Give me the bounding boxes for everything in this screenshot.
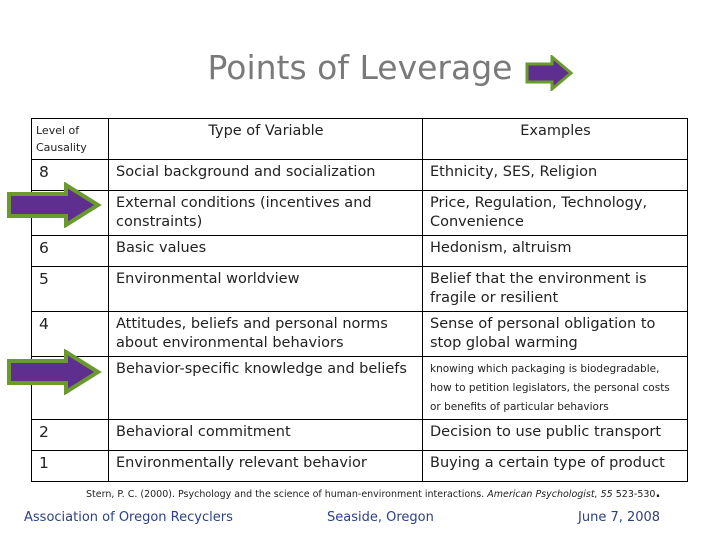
row-level: 5 xyxy=(32,267,109,312)
page-title: Points of Leverage xyxy=(207,48,513,87)
table-row xyxy=(32,420,688,451)
table-header-row xyxy=(32,119,688,160)
header-type: Type of Variable xyxy=(109,119,423,160)
row-examples: Hedonism, altruism xyxy=(423,236,688,267)
citation-end: . xyxy=(655,486,661,501)
footer-organization: Association of Oregon Recyclers xyxy=(24,510,233,525)
table-row xyxy=(32,191,688,236)
row-type: Environmentally relevant behavior xyxy=(109,451,423,482)
row-type: External conditions (incentives and constraints) xyxy=(109,191,423,236)
table-row xyxy=(32,236,688,267)
level-3-arrow-icon xyxy=(6,349,102,395)
table-row xyxy=(32,451,688,482)
row-level: 4 xyxy=(32,312,109,357)
row-type: Attitudes, beliefs and personal norms about environmental behaviors xyxy=(109,312,423,357)
level-7-arrow-icon xyxy=(6,182,102,228)
row-examples: Sense of personal obligation to stop global warming xyxy=(423,312,688,357)
table-row xyxy=(32,160,688,191)
footer-date: June 7, 2008 xyxy=(578,510,661,525)
row-examples: Decision to use public transport xyxy=(423,420,688,451)
row-examples: knowing which packaging is biodegradable, how to petition legislators, the personal costs or benefits of particular behaviors xyxy=(423,357,688,420)
row-type: Basic values xyxy=(109,236,423,267)
row-type: Environmental worldview xyxy=(109,267,423,312)
citation xyxy=(86,486,660,501)
row-examples: Belief that the environment is fragile or resilient xyxy=(423,267,688,312)
row-type: Social background and socialization xyxy=(109,160,423,191)
row-examples: Buying a certain type of product xyxy=(423,451,688,482)
header-level: Level of Causality xyxy=(32,119,109,160)
row-examples: Price, Regulation, Technology, Convenience xyxy=(423,191,688,236)
row-examples: Ethnicity, SES, Religion xyxy=(423,160,688,191)
citation-journal: American Psychologist, 55 xyxy=(487,489,613,500)
leverage-table xyxy=(31,118,688,482)
footer-location: Seaside, Oregon xyxy=(327,510,434,525)
citation-pages: 523-530 xyxy=(612,489,656,500)
row-level: 1 xyxy=(32,451,109,482)
row-level: 6 xyxy=(32,236,109,267)
row-type: Behavioral commitment xyxy=(109,420,423,451)
table-row xyxy=(32,357,688,420)
row-level: 8 xyxy=(32,160,109,191)
table-row xyxy=(32,267,688,312)
row-type: Behavior-specific knowledge and beliefs xyxy=(109,357,423,420)
header-examples: Examples xyxy=(423,119,688,160)
table-row xyxy=(32,312,688,357)
citation-text: Stern, P. C. (2000). Psychology and the science of human-environment interactions. xyxy=(86,489,488,500)
title-arrow-icon xyxy=(524,55,574,91)
row-level: 2 xyxy=(32,420,109,451)
